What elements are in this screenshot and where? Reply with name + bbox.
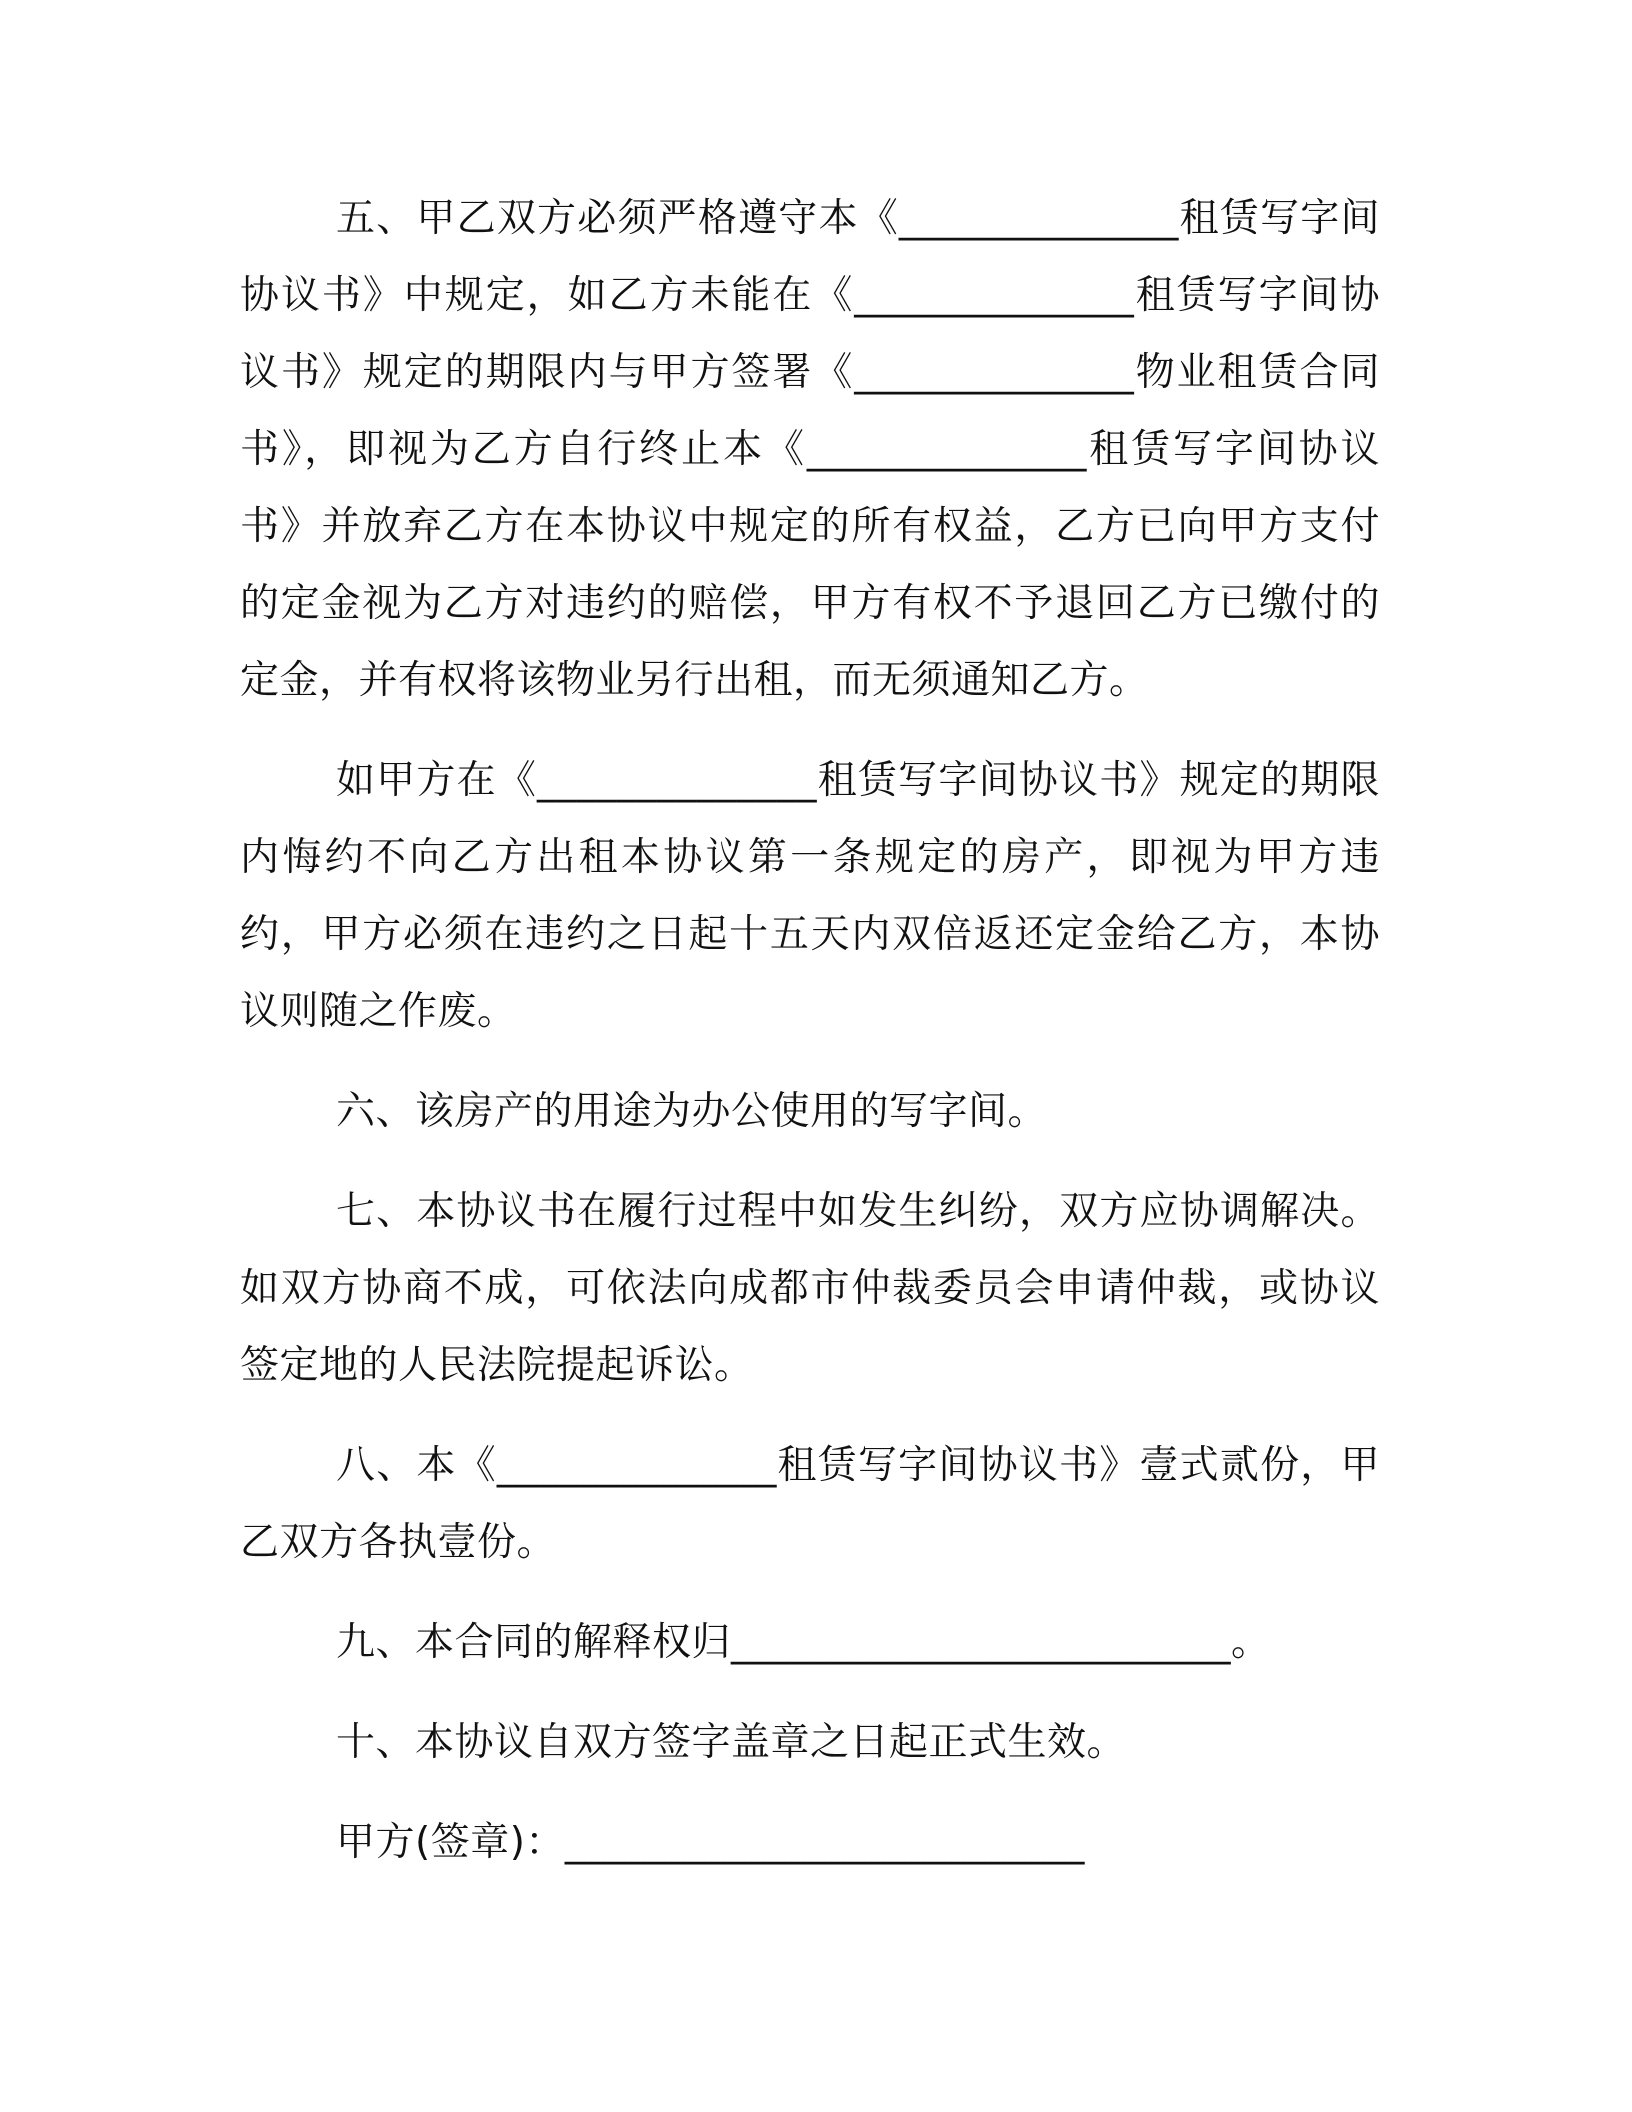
clause-9-paragraph: 九、本合同的解释权归_________________________。 [336,1620,1271,1665]
document-body [240,180,1380,1904]
clause-8-paragraph: 八、本《______________租赁写字间协议书》壹式贰份，甲乙双方各执壹份。 [240,1443,1380,1565]
clause-5-paragraph: 五、甲乙双方必须严格遵守本《______________租赁写字间协议书》中规定，如乙方未能在《______________租赁写字间协议书》规定的期限内与甲方签署《______________物业租赁合同书》，即视为乙方自行终止本《______________租赁写字间协议书》并放弃乙方在本协议中规定的所有权益，乙方已向甲方支付的定金视为乙方对违约的赔偿，甲方有权不予退回乙方已缴付的定金，并有权将该物业另行出租，而无须通知乙方。 [240,196,1380,703]
clause-10-paragraph: 十、本协议自双方签字盖章之日起正式生效。 [336,1720,1127,1765]
clause-5-party-a-paragraph: 如甲方在《______________租赁写字间协议书》规定的期限内悔约不向乙方出租本协议第一条规定的房产，即视为甲方违约，甲方必须在违约之日起十五天内双倍返还定金给乙方，本协议则随之作废。 [240,758,1380,1034]
party-a-signature-line: 甲方(签章)：__________________________ [336,1820,1085,1865]
clause-6-paragraph: 六、该房产的用途为办公使用的写字间。 [336,1089,1048,1134]
clause-7-paragraph: 七、本协议书在履行过程中如发生纠纷，双方应协调解决。如双方协商不成，可依法向成都市仲裁委员会申请仲裁，或协议签定地的人民法院提起诉讼。 [240,1189,1380,1388]
